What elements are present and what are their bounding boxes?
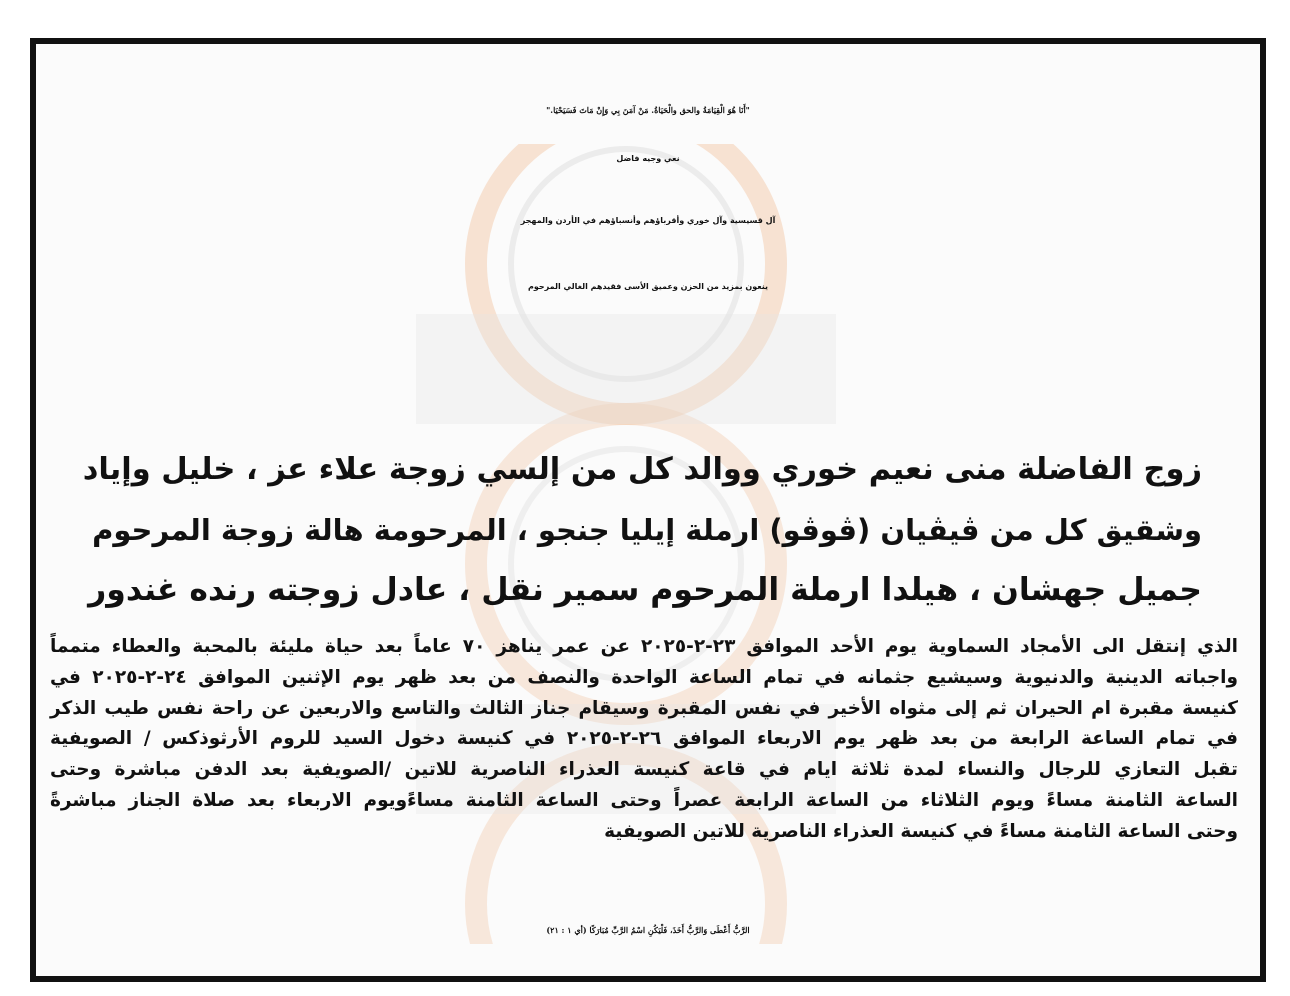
obituary-frame [30, 38, 1266, 982]
relatives-line: جميل جهشان ، هيلدا ارملة المرحوم سمير نقل ، عادل زوجته رنده غندور [88, 572, 1202, 608]
notice-title: نعي وجيه فاضل [616, 154, 680, 163]
deceased-heading [36, 326, 1260, 426]
relatives-line: زوج الفاضلة منى نعيم خوري ووالد كل من إلسي زوجة علاء عز ، خليل وإياد [82, 452, 1202, 487]
details-line: الساعة الثامنة مساءً ويوم الثلاثاء من الساعة الرابعة عصراً وحتى الساعة الثامنة مساءًويوم الاربعاء بعد صلاة الجناز مباشرةً [50, 789, 1238, 811]
details-line: كنيسة مقبرة ام الحيران ثم إلى مثواه الأخير في نفس المقبرة وسيقام جناز الثالث والتاسع والاربعين عن راحة نفس طيب الذكر [50, 697, 1238, 719]
closing-verse: الرَّبُّ أَعْطَى وَالرَّبُّ أَخَذَ، فَلْيَكُنِ اسْمُ الرَّبِّ مُبَارَكًا (أي ١ : ٢١) [546, 925, 750, 935]
relatives-line: وشقيق كل من ڤيڤيان (ڤوڤو) ارملة إيليا جنجو ، المرحومة هالة زوجة المرحوم [92, 513, 1202, 547]
details-line: الذي إنتقل الى الأمجاد السماوية يوم الأحد الموافق ٢٣-٢-٢٠٢٥ عن عمر يناهز ٧٠ عاماً بعد حياة مليئة بالمحبة والعطاء متمماً [50, 636, 1238, 657]
details-line: تقبل التعازي للرجال والنساء لمدة ثلاثة ايام في قاعة كنيسة العذراء الناصرية للاتين /الصويفية بعد الدفن مباشرة وحتى [50, 759, 1238, 781]
opening-verse: "أَنَا هُوَ الْقِيَامَةُ والحق والْحَيَاةُ. مَنْ آمَنَ بِي وَإِنْ مَاتَ فَسَيَحْيَا." [546, 105, 750, 115]
families-line: آل قسيسية وآل خوري وأقرباؤهم وأنسباؤهم في الأردن والمهجر [520, 216, 776, 225]
funeral-details [50, 632, 1238, 848]
mourning-line: ينعون بمزيد من الحزن وعميق الأسى فقيدهم الغالي المرحوم [527, 282, 769, 291]
obituary-content [36, 44, 1260, 976]
details-line: في تمام الساعة الرابعة من بعد ظهر يوم الاربعاء الموافق ٢٦-٢-٢٠٢٥ في كنيسة دخول السيد للروم الأرثوذكس / الصويفية [50, 728, 1238, 750]
details-line: واجباته الدينية والدنيوية وسيشيع جثمانه في تمام الساعة الواحدة والنصف من بعد ظهر يوم الإثنين الموافق ٢٤-٢-٢٠٢٥ في [50, 666, 1238, 688]
details-line: وحتى الساعة الثامنة مساءً في كنيسة العذراء الناصرية للاتين الصويفية [604, 820, 1238, 842]
relatives-block [76, 440, 1202, 620]
